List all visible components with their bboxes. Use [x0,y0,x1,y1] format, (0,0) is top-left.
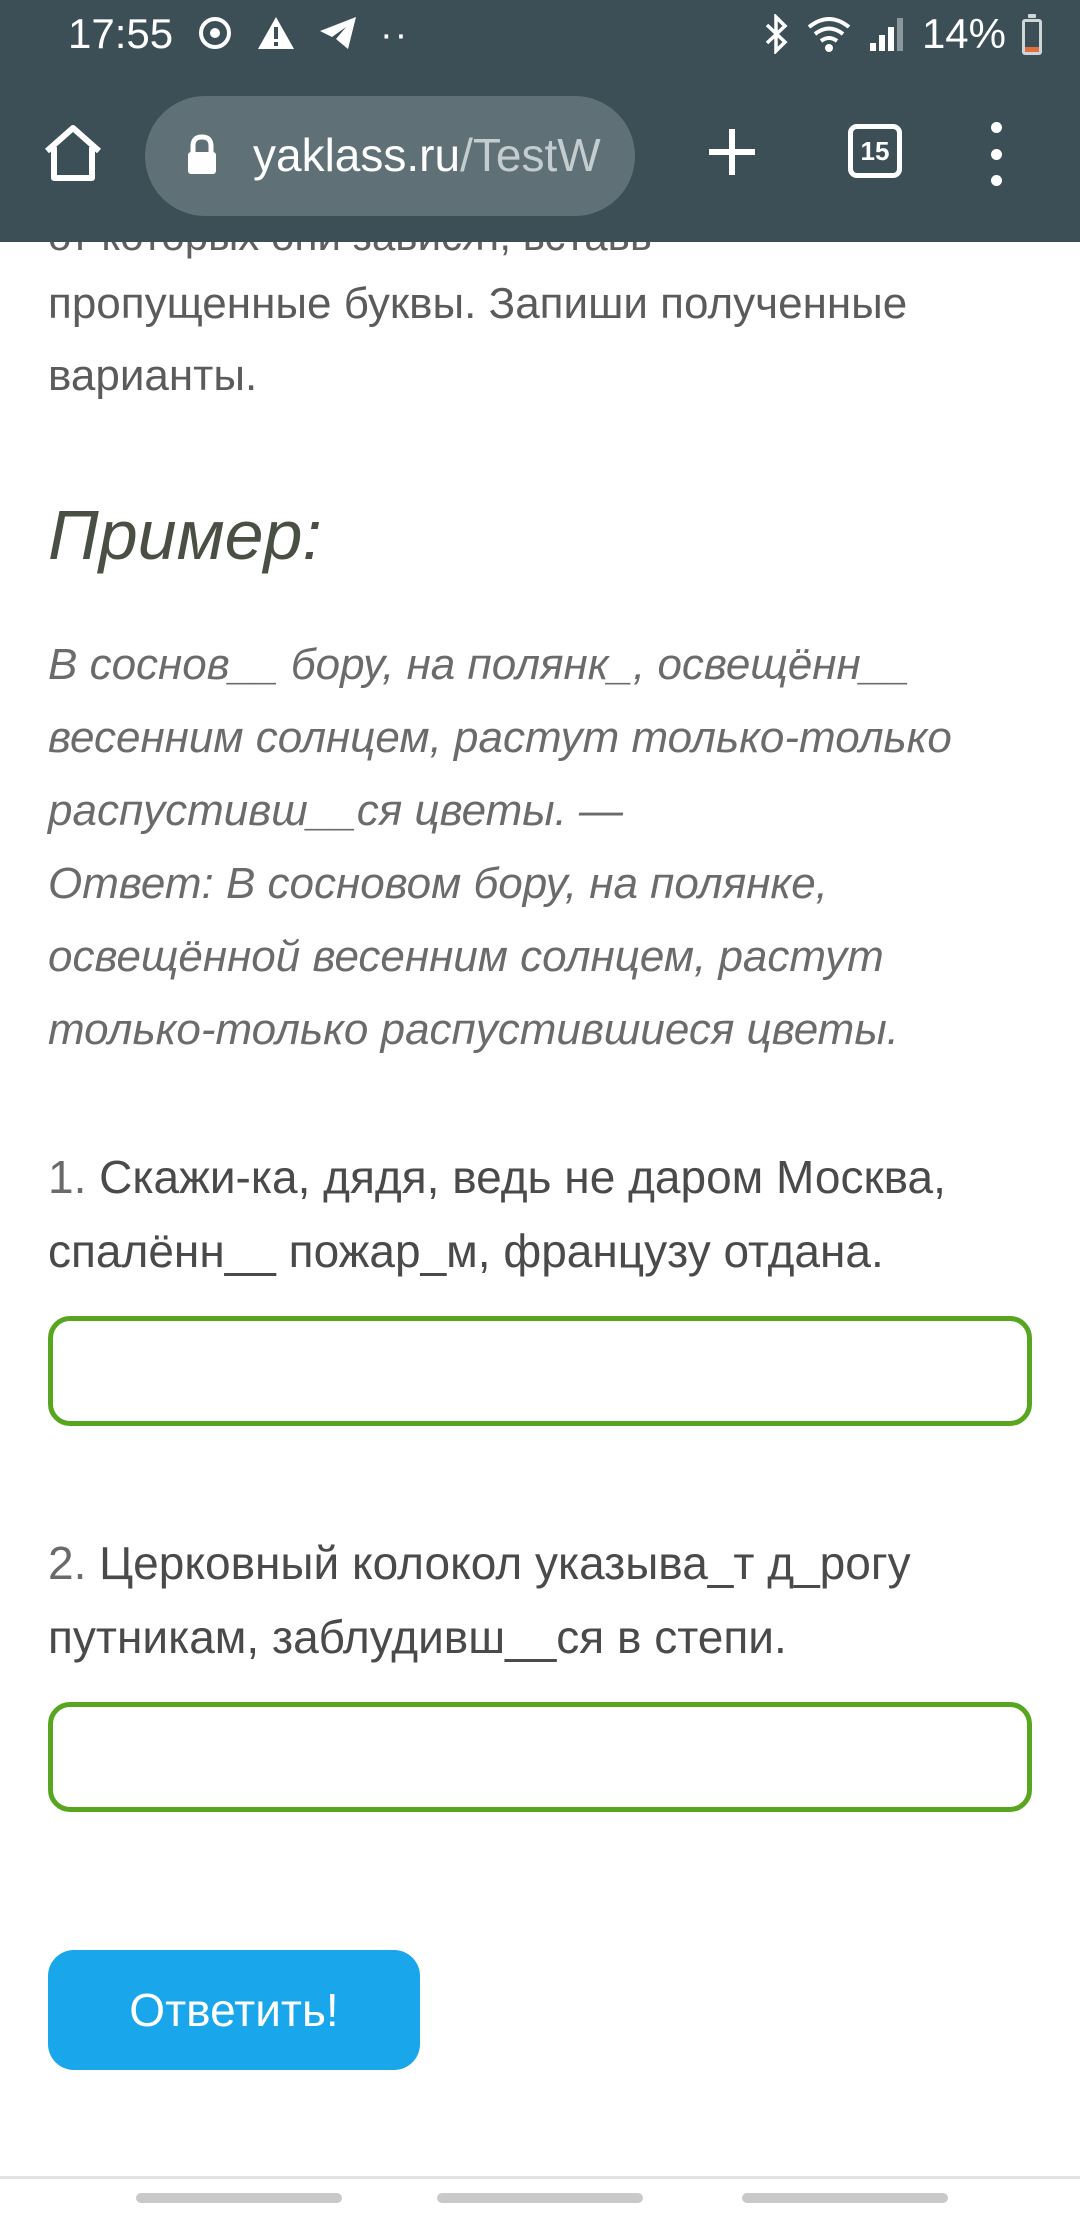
question-text: Скажи-ка, дядя, ведь не даром Москва, спалённ__ пожар_м, французу отдана. [48,1151,946,1277]
question-text: Церковный колокол указыва_т д_рогу путникам, заблудивш__ся в степи. [48,1537,911,1663]
browser-header [0,0,1080,242]
nav-scroll-indicator [437,2193,643,2203]
signal-icon [868,15,906,53]
menu-dot [991,175,1002,186]
bluetooth-icon [764,14,790,54]
new-tab-button[interactable] [700,120,764,184]
sync-icon [196,14,234,57]
question-number: 2. [48,1537,87,1589]
status-bar [0,0,1080,72]
more-menu-button[interactable] [978,118,1014,190]
status-time: 17:55 [68,10,174,57]
battery-percent: 14% [921,10,1006,57]
example-answer: Ответ: В сосновом бору, на полянке, освещённой весенним солнцем, растут только-только распустившиеся цветы. [48,859,899,1054]
url-host: yaklass.ru [253,129,461,181]
browser-toolbar [0,90,1080,222]
more-notifications-icon: ·· [380,14,410,56]
question-2 [48,1526,1038,1674]
example-title: Пример: [48,496,322,574]
wifi-icon [806,15,852,53]
example-block [48,628,1038,1066]
warning-icon [256,15,296,56]
address-bar[interactable] [145,96,635,216]
telegram-icon [318,15,358,56]
menu-dot [991,122,1002,133]
lock-icon [185,134,219,181]
nav-scroll-indicator [136,2193,342,2203]
url-text [253,128,613,182]
intro-text: пропущенные буквы. Запиши полученные варианты. [48,279,908,400]
question-number: 1. [48,1151,87,1203]
plus-icon [706,126,758,178]
example-sentence: В соснов__ бору, на полянк_, освещённ__ весенним солнцем, растут только-только распустивш__ся цветы. — [48,640,952,835]
menu-dot [991,149,1002,160]
url-path: /TestW [460,129,601,181]
battery-icon [1022,14,1042,55]
system-indicators [764,10,1042,58]
question-1 [48,1140,1038,1288]
submit-button[interactable]: Ответить! [48,1950,420,2070]
bottom-divider [0,2176,1080,2179]
home-button[interactable] [38,118,108,188]
nav-scroll-indicator [742,2193,948,2203]
notification-icons [196,14,409,57]
answer-input-1[interactable] [48,1316,1032,1426]
tab-switcher-button[interactable]: 15 [848,124,902,178]
answer-input-2[interactable] [48,1702,1032,1812]
home-icon [42,123,104,183]
